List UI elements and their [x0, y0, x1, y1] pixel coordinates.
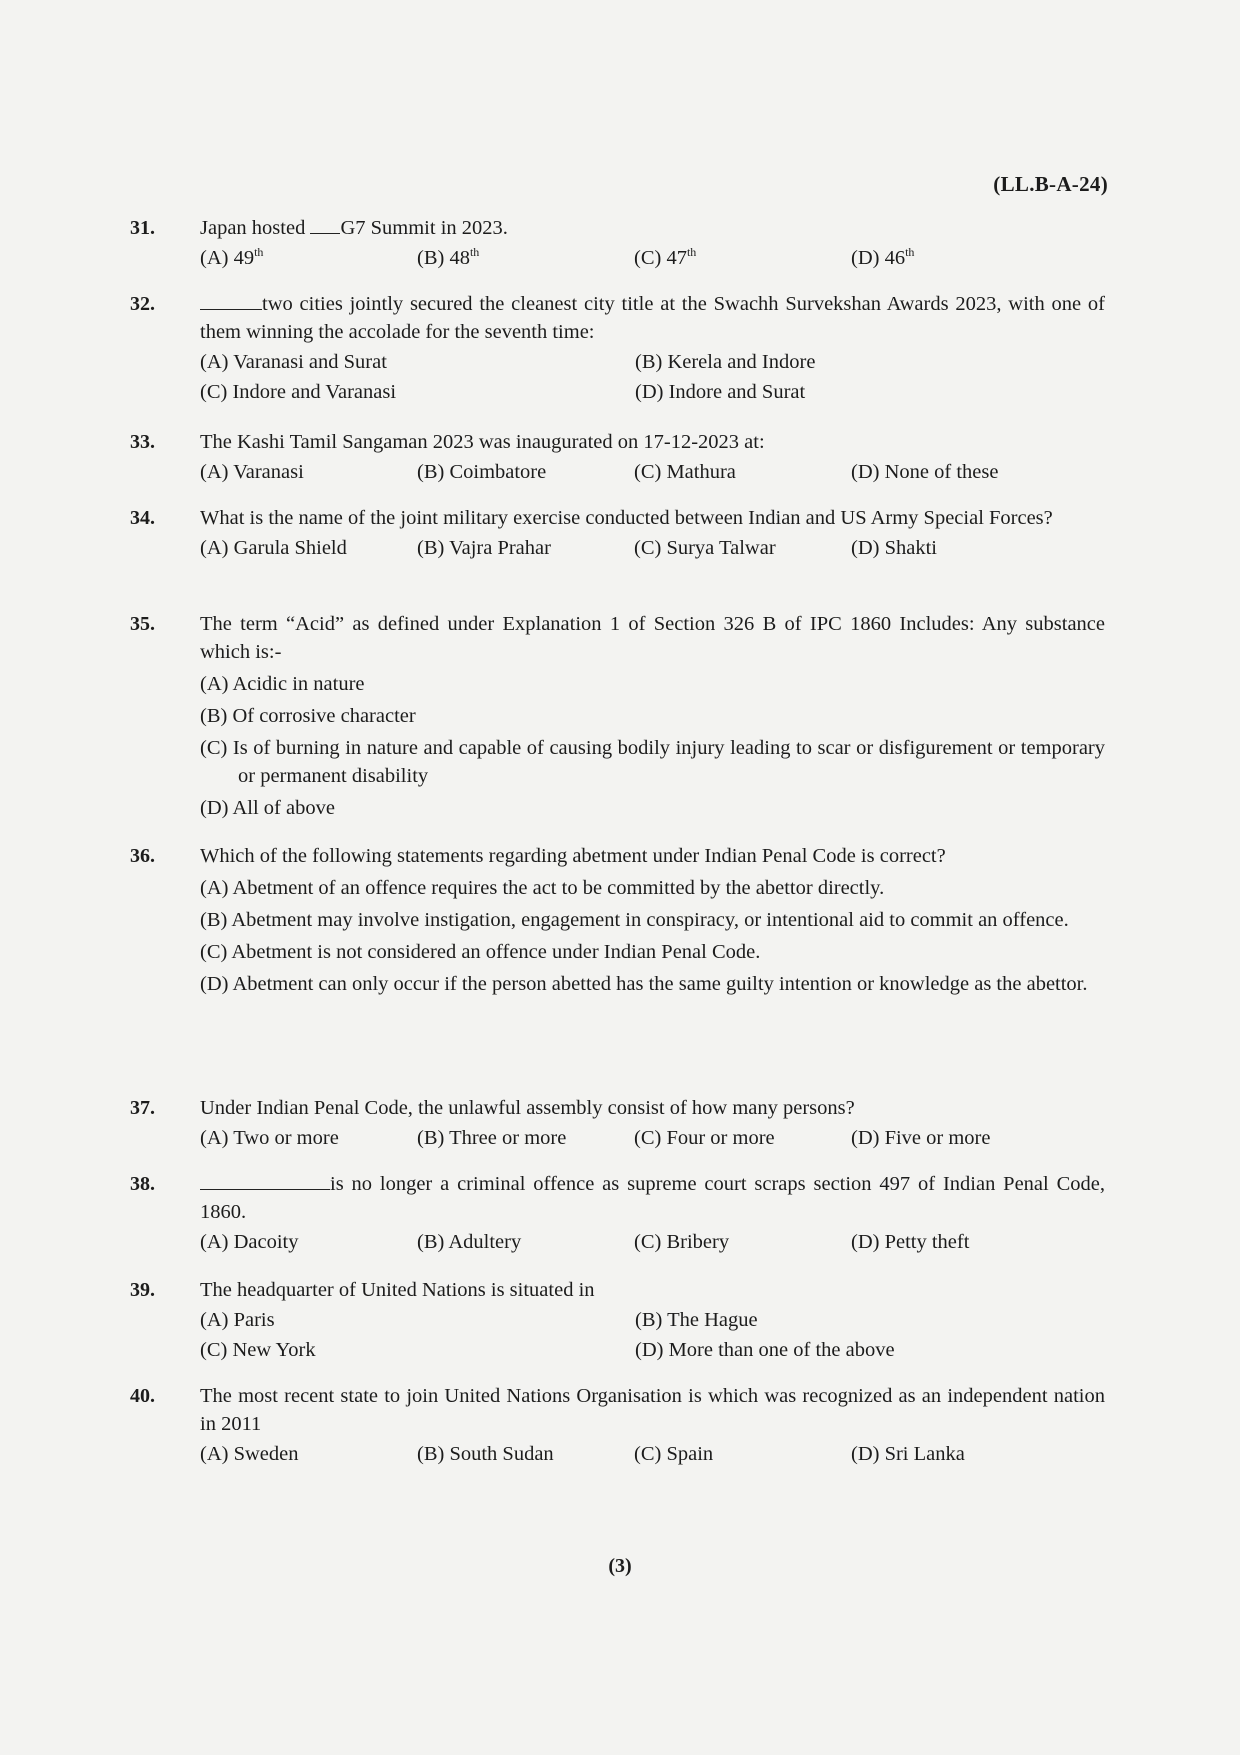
option-a: (A) Garula Shield: [200, 537, 347, 559]
option-a: (A) Abetment of an offence requires the act to be committed by the abettor directly.: [200, 877, 885, 899]
option-c: (C) Spain: [634, 1443, 714, 1465]
options: [200, 534, 1105, 562]
options: [200, 458, 1105, 486]
option-a: (A) Dacoity: [200, 1231, 299, 1253]
option-c: (C) Abetment is not considered an offence under Indian Penal Code.: [200, 941, 761, 963]
question-number: 32.: [130, 293, 155, 315]
option-d: (D) More than one of the above: [635, 1339, 895, 1361]
option-a: (A) Acidic in nature: [200, 673, 365, 695]
question-number: 34.: [130, 507, 155, 529]
option-c: (C) Indore and Varanasi: [200, 381, 397, 403]
question-39: [130, 1276, 1105, 1364]
answer-blank: [200, 291, 262, 310]
option-b: (B) Of corrosive character: [200, 705, 416, 727]
question-text: Under Indian Penal Code, the unlawful assembly consist of how many persons?: [200, 1097, 855, 1119]
option-a: (A) 49th: [200, 245, 264, 269]
option-a: (A) Paris: [200, 1309, 275, 1331]
option-c: (C) 47th: [634, 245, 697, 269]
answer-blank: [310, 215, 340, 234]
paper-code: (LL.B-A-24): [993, 172, 1108, 196]
option-b: (B) Kerela and Indore: [635, 351, 816, 373]
page-number: (3): [608, 1555, 632, 1577]
option-b: (B) The Hague: [635, 1309, 758, 1331]
answer-blank: [200, 1171, 330, 1190]
option-c: (C) New York: [200, 1339, 316, 1361]
option-c: (C) Surya Talwar: [634, 537, 776, 559]
option-d: (D) Five or more: [851, 1127, 991, 1149]
option-d: (D) Petty theft: [851, 1231, 970, 1253]
options: [200, 1228, 1105, 1256]
question-number: 39.: [130, 1279, 155, 1301]
option-b: (B) Abetment may involve instigation, engagement in conspiracy, or intentional aid to commit an offence.: [200, 909, 1069, 931]
option-c: (C) Is of burning in nature and capable of causing bodily injury leading to scar or disfigurement or temporary or permanent disability: [200, 737, 1105, 787]
question-number: 36.: [130, 845, 155, 867]
question-33: [130, 428, 1105, 486]
option-d: (D) Abetment can only occur if the person abetted has the same guilty intention or knowledge as the abettor.: [200, 973, 1088, 995]
question-text: What is the name of the joint military exercise conducted between Indian and US Army Special Forces?: [200, 507, 1053, 529]
options: [200, 1306, 1105, 1364]
option-b: (B) Adultery: [417, 1231, 522, 1253]
question-38: [130, 1170, 1105, 1256]
question-number: 40.: [130, 1385, 155, 1407]
option-a: (A) Varanasi and Surat: [200, 351, 387, 373]
question-text: Which of the following statements regarding abetment under Indian Penal Code is correct?: [200, 845, 946, 867]
question-34: [130, 504, 1105, 562]
question-number: 37.: [130, 1097, 155, 1119]
question-text: The most recent state to join United Nations Organisation is which was recognized as an independent nation in 2011: [200, 1385, 1105, 1435]
option-d: (D) None of these: [851, 461, 999, 483]
question-text: The headquarter of United Nations is situated in: [200, 1279, 595, 1301]
question-number: 31.: [130, 217, 155, 239]
option-b: (B) 48th: [417, 245, 480, 269]
question-number: 38.: [130, 1173, 155, 1195]
question-text: The Kashi Tamil Sangaman 2023 was inaugurated on 17-12-2023 at:: [200, 431, 765, 453]
option-a: (A) Varanasi: [200, 461, 304, 483]
question-number: 35.: [130, 613, 155, 635]
option-d: (D) All of above: [200, 797, 335, 819]
question-text: Japan hosted G7 Summit in 2023.: [200, 217, 508, 239]
question-36: [130, 842, 1105, 998]
question-text: is no longer a criminal offence as supreme court scraps section 497 of Indian Penal Code, 1860.: [200, 1173, 1105, 1223]
question-40: [130, 1382, 1105, 1468]
option-c: (C) Mathura: [634, 461, 736, 483]
question-32: [130, 290, 1105, 406]
question-31: [130, 214, 1105, 272]
option-d: (D) Sri Lanka: [851, 1443, 965, 1465]
option-a: (A) Two or more: [200, 1127, 339, 1149]
option-b: (B) Three or more: [417, 1127, 567, 1149]
option-d: (D) 46th: [851, 245, 915, 269]
option-b: (B) Vajra Prahar: [417, 537, 551, 559]
options: [200, 1124, 1105, 1152]
options: [200, 1440, 1105, 1468]
options: [200, 670, 1105, 822]
question-37: [130, 1094, 1105, 1152]
option-d: (D) Shakti: [851, 537, 937, 559]
question-text: The term “Acid” as defined under Explanation 1 of Section 326 B of IPC 1860 Includes: Any substance which is:-: [200, 613, 1105, 663]
option-d: (D) Indore and Surat: [635, 381, 806, 403]
option-b: (B) South Sudan: [417, 1443, 554, 1465]
question-number: 33.: [130, 431, 155, 453]
options: [200, 874, 1105, 998]
option-c: (C) Four or more: [634, 1127, 775, 1149]
options: [200, 244, 1105, 272]
question-35: [130, 610, 1105, 822]
option-a: (A) Sweden: [200, 1443, 299, 1465]
question-text: two cities jointly secured the cleanest city title at the Swachh Survekshan Awards 2023, with one of them winning the accolade for the seventh time:: [200, 293, 1105, 343]
option-c: (C) Bribery: [634, 1231, 730, 1253]
option-b: (B) Coimbatore: [417, 461, 547, 483]
options: [200, 348, 1105, 406]
